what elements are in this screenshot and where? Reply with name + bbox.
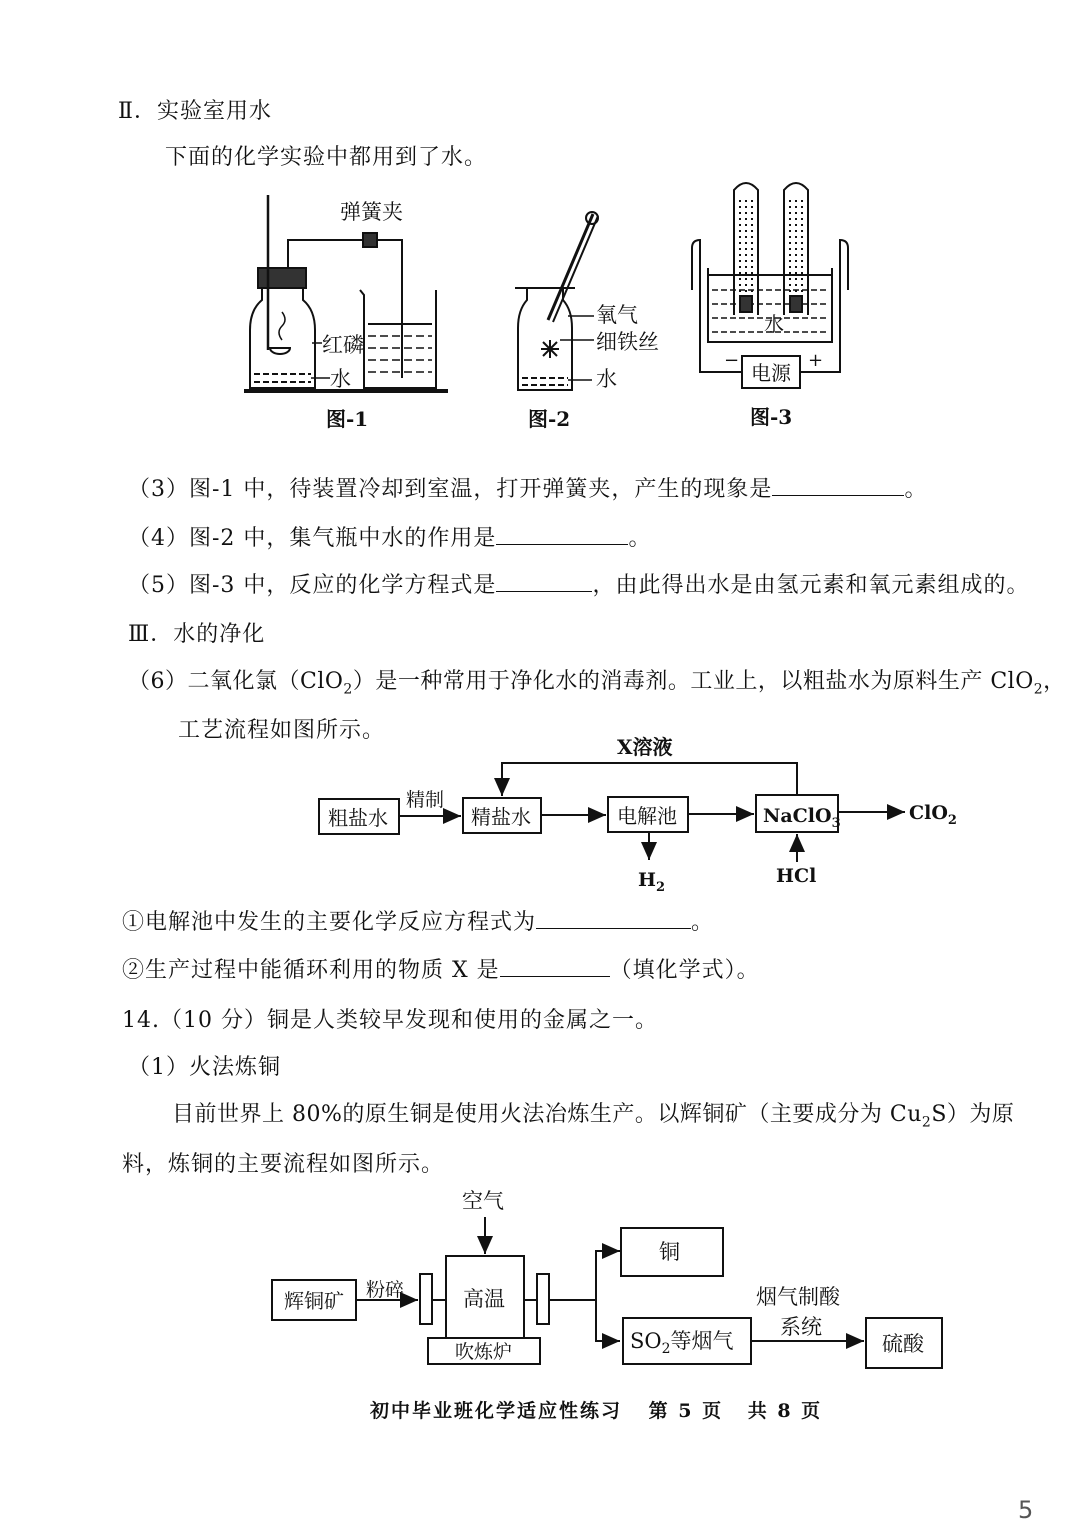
question-5-end: ，由此得出水是由氢元素和氧元素组成的。 bbox=[592, 573, 1030, 598]
question-4-end: 。 bbox=[628, 526, 652, 551]
caption-fig3: 图-3 bbox=[750, 405, 793, 429]
label-h2: $H_2$ bbox=[638, 869, 665, 895]
label-refine: 精制 bbox=[406, 789, 445, 811]
tongs-icon bbox=[548, 214, 593, 320]
spring-clamp-icon bbox=[363, 233, 377, 247]
connecting-tube bbox=[288, 240, 402, 378]
q6-text-b: ）是一种常用于净化水的消毒剂。工业上，以粗盐水为原料生产 ClO bbox=[352, 669, 1034, 694]
beaker bbox=[360, 290, 436, 388]
q6-sub-2: 2 bbox=[1033, 681, 1044, 698]
para-sub: 2 bbox=[921, 1114, 932, 1131]
footer-page: 第 5 页 bbox=[648, 1400, 724, 1422]
label-acid-system-2: 系统 bbox=[780, 1315, 822, 1339]
subquestion-2-text: ②生产过程中能循环利用的物质 X 是 bbox=[122, 958, 500, 983]
label-spring-clamp: 弹簧夹 bbox=[340, 200, 403, 224]
label-red-phosphorus: 红磷 bbox=[322, 333, 364, 357]
subquestion-2-end: （填化学式）。 bbox=[609, 958, 760, 983]
label-fig1-water: 水 bbox=[330, 367, 351, 391]
q6-text-c: ， bbox=[1043, 669, 1066, 694]
label-high-temp: 高温 bbox=[463, 1287, 505, 1311]
flame-icon bbox=[279, 312, 285, 340]
figure-2-apparatus bbox=[515, 212, 598, 390]
section-2-title: Ⅱ．实验室用水 bbox=[118, 99, 272, 124]
question-14-title: 14.（10 分）铜是人类较早发现和使用的金属之一。 bbox=[122, 1008, 658, 1033]
question-3-end: 。 bbox=[904, 477, 928, 502]
label-converter: 吹炼炉 bbox=[455, 1341, 513, 1363]
label-minus: − bbox=[724, 350, 740, 371]
label-naclo3: NaClO$_3$ bbox=[763, 805, 841, 831]
furnace-port-right bbox=[537, 1274, 549, 1324]
label-power-supply: 电源 bbox=[751, 361, 791, 385]
label-copper: 铜 bbox=[659, 1240, 680, 1264]
label-acid-system-1: 烟气制酸 bbox=[756, 1285, 840, 1309]
question-6-line-2: 工艺流程如图所示。 bbox=[178, 718, 386, 743]
caption-fig1: 图-1 bbox=[326, 407, 369, 431]
subquestion-1-text: ①电解池中发生的主要化学反应方程式为 bbox=[122, 910, 537, 935]
question-5-text: （5）图-3 中，反应的化学方程式是 bbox=[128, 573, 497, 598]
label-hcl: HCl bbox=[776, 865, 817, 887]
figure-3-apparatus bbox=[692, 183, 848, 388]
electrode-right bbox=[790, 296, 802, 312]
label-oxygen: 氧气 bbox=[596, 303, 638, 327]
caption-fig2: 图-2 bbox=[528, 407, 571, 431]
label-crude-brine: 粗盐水 bbox=[328, 806, 388, 830]
combustion-spoon bbox=[270, 348, 290, 354]
label-so2-gas: $SO_2$等烟气 bbox=[630, 1329, 734, 1357]
footer-total: 共 8 页 bbox=[747, 1400, 823, 1422]
spark-icon bbox=[541, 340, 559, 358]
label-x-solution: X溶液 bbox=[617, 735, 673, 759]
label-chalcocite: 辉铜矿 bbox=[284, 1289, 344, 1313]
figure-1-apparatus bbox=[244, 195, 448, 391]
label-clo2: ClO$_2$ bbox=[909, 802, 957, 828]
furnace-port-left bbox=[420, 1274, 432, 1324]
question-3-text: （3）图-1 中，待装置冷却到室温，打开弹簧夹，产生的现象是 bbox=[128, 477, 773, 502]
q6-text-a: （6）二氧化氯（ClO bbox=[128, 669, 344, 694]
label-air: 空气 bbox=[462, 1189, 504, 1213]
label-iron-wire: 细铁丝 bbox=[596, 330, 659, 354]
label-fig3-water: 水 bbox=[764, 312, 784, 336]
label-crush: 粉碎 bbox=[366, 1279, 405, 1301]
label-plus: + bbox=[808, 350, 824, 371]
label-sulfuric-acid: 硫酸 bbox=[882, 1332, 924, 1356]
para-text-a: 目前世界上 80%的原生铜是使用火法冶炼生产。以辉铜矿（主要成分为 Cu bbox=[172, 1102, 922, 1127]
q6-sub-1: 2 bbox=[343, 681, 353, 698]
jar-stopper bbox=[258, 268, 306, 288]
section-2-intro: 下面的化学实验中都用到了水。 bbox=[165, 145, 488, 170]
label-fig2-water: 水 bbox=[596, 367, 617, 391]
para-text-b: S）为原 bbox=[931, 1102, 1015, 1127]
arrow-recycle-x bbox=[502, 763, 797, 796]
gas-jar-2 bbox=[518, 288, 572, 390]
question-4-text: （4）图-2 中，集气瓶中水的作用是 bbox=[128, 526, 497, 551]
arrow-to-copper bbox=[549, 1251, 620, 1300]
question-14-sub-1: （1）火法炼铜 bbox=[128, 1055, 281, 1080]
label-electrolysis-cell: 电解池 bbox=[617, 804, 677, 828]
electrode-left bbox=[740, 296, 752, 312]
corner-page-number: 5 bbox=[1018, 1496, 1034, 1524]
section-3-title: Ⅲ．水的净化 bbox=[128, 622, 266, 647]
arrow-to-so2 bbox=[596, 1300, 620, 1341]
question-14-para-2: 料，炼铜的主要流程如图所示。 bbox=[122, 1152, 445, 1177]
footer-title: 初中毕业班化学适应性练习 bbox=[370, 1400, 623, 1422]
label-fine-brine: 精盐水 bbox=[471, 805, 531, 829]
subquestion-1-end: 。 bbox=[691, 910, 715, 935]
